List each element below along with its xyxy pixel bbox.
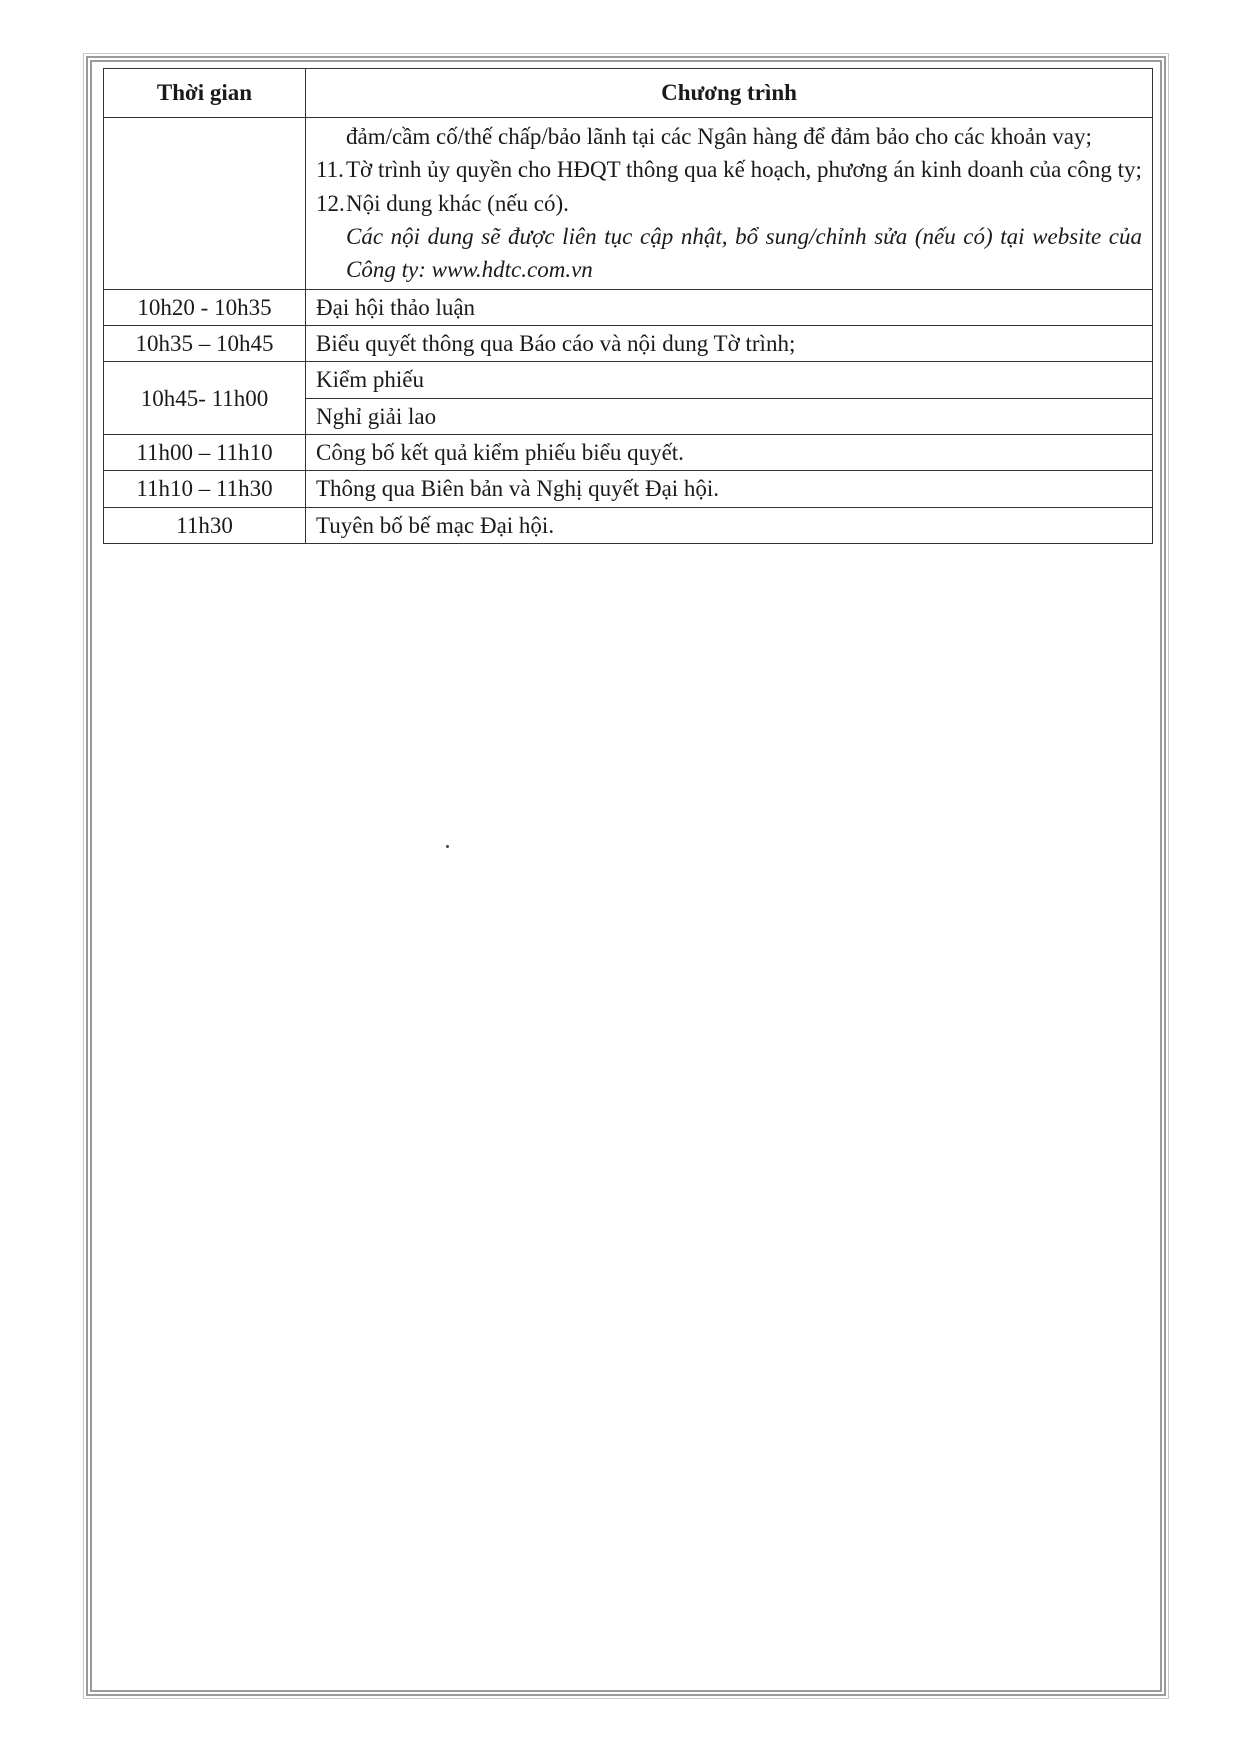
list-text-12: Nội dung khác (nếu có). bbox=[346, 190, 569, 216]
program-cell: Tuyên bố bế mạc Đại hội. bbox=[306, 507, 1153, 543]
time-cell: 11h10 – 11h30 bbox=[104, 471, 306, 507]
list-item-11 bbox=[316, 153, 1142, 186]
continued-text: đảm/cầm cố/thế chấp/bảo lãnh tại các Ngân hàng để đảm bảo cho các khoản vay; bbox=[346, 124, 1092, 149]
time-cell: 11h00 – 11h10 bbox=[104, 435, 306, 471]
table-row bbox=[104, 507, 1153, 543]
program-cell-continued bbox=[306, 118, 1153, 290]
list-number-11: 11. bbox=[316, 157, 344, 183]
program-cell: Biểu quyết thông qua Báo cáo và nội dung Tờ trình; bbox=[306, 326, 1153, 362]
header-program: Chương trình bbox=[306, 69, 1153, 118]
table-row bbox=[104, 435, 1153, 471]
update-note: Các nội dung sẽ được liên tục cập nhật, bổ sung/chỉnh sửa (nếu có) tại website của Công ty: www.hdtc.com.vn bbox=[346, 224, 1142, 283]
table-row bbox=[104, 289, 1153, 325]
program-cell: Nghỉ giải lao bbox=[306, 398, 1153, 434]
list-number-12: 12. bbox=[316, 190, 345, 216]
table-row bbox=[104, 362, 1153, 398]
header-time: Thời gian bbox=[104, 69, 306, 118]
time-cell: 10h20 - 10h35 bbox=[104, 289, 306, 325]
time-cell: 11h30 bbox=[104, 507, 306, 543]
table-row bbox=[104, 471, 1153, 507]
list-text-11: Tờ trình ủy quyền cho HĐQT thông qua kế hoạch, phương án kinh doanh của công ty; bbox=[346, 157, 1142, 183]
table-header-row bbox=[104, 69, 1153, 118]
time-cell: 10h45- 11h00 bbox=[104, 362, 306, 435]
program-cell: Đại hội thảo luận bbox=[306, 289, 1153, 325]
list-item-12 bbox=[316, 187, 1142, 220]
program-cell: Kiểm phiếu bbox=[306, 362, 1153, 398]
agenda-table bbox=[103, 68, 1153, 544]
scan-speck bbox=[446, 845, 449, 848]
program-cell: Công bố kết quả kiểm phiếu biểu quyết. bbox=[306, 435, 1153, 471]
table-row bbox=[104, 326, 1153, 362]
table-row-continued bbox=[104, 118, 1153, 290]
time-cell: 10h35 – 10h45 bbox=[104, 326, 306, 362]
program-cell: Thông qua Biên bản và Nghị quyết Đại hội. bbox=[306, 471, 1153, 507]
time-cell-empty bbox=[104, 118, 306, 290]
